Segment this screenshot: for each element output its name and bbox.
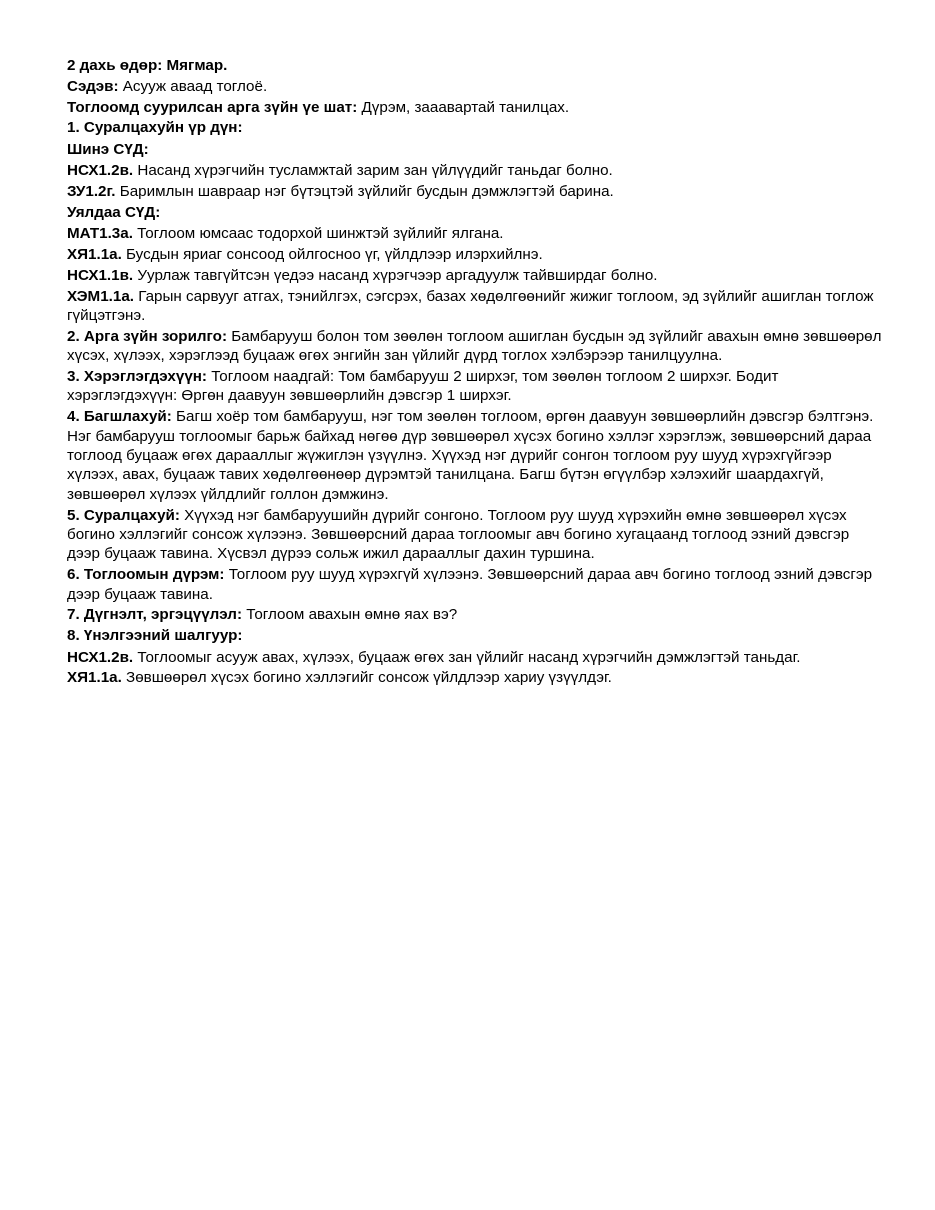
section-text: Бамбарууш болон том зөөлөн тоглоом ашиглан бусдын эд зүйлийг авахын өмнө зөвшөөрөл хүсэх, хүлээх, хэрэглээд буцааж өгөх энгийн зан үйлийг дүрд тоглох хэлбэрээр танилцуулна.	[67, 327, 882, 365]
section-label: 3. Хэрэглэгдэхүүн:	[67, 368, 207, 385]
section-label: 5. Суралцахуй:	[67, 506, 180, 524]
section-assessment-heading: 8. Үнэлгээний шалгуур:	[67, 627, 243, 645]
outcome-text: Тоглоомыг асууж авах, хүлээх, буцааж өгөх зан үйлийг насанд хүрэгчийн дэмжлэгтэй таньдаг.	[133, 648, 801, 666]
outcome-code: ЗУ1.2г.	[67, 183, 116, 200]
subheading-new-outcomes: Шинэ СҮД:	[67, 140, 149, 158]
method-stage-text: Дүрэм, зааавартай танилцах.	[357, 98, 570, 116]
subheading-linked-outcomes: Уялдаа СҮД:	[67, 203, 161, 221]
section-game-rules	[67, 565, 882, 604]
section-label: 2. Арга зүйн зорилго:	[67, 327, 228, 345]
outcome-code: МАТ1.3а.	[67, 225, 133, 243]
outcome-text: Насанд хүрэгчийн тусламжтай зарим зан үйлүүдийг таньдаг болно.	[133, 162, 613, 180]
section-learning	[67, 506, 882, 564]
section-text: Тоглоом руу шууд хүрэхгүй хүлээнэ. Зөвшөөрсний дараа авч богино тоглоод эзний дэвсгэр дээр буцааж тавина.	[67, 566, 873, 603]
outcome-item	[67, 224, 882, 243]
section-text: Хүүхэд нэг бамбаруушийн дүрийг сонгоно. Тоглоом руу шууд хүрэхийн өмнө зөвшөөрөл хүсэх богино хэллэгийг сонсож хүлээнэ. Зөвшөөрсний дараа тоглоомыг авч богино хугацаанд тоглоод эзний дэвсгэр дээр буцааж тавина. Хүсвэл дүрээ сольж ижил дарааллыг дахин туршина.	[67, 506, 850, 563]
section-teaching	[67, 407, 882, 504]
outcome-text: Тоглоом юмсаас тодорхой шинжтэй зүйлийг ялгана.	[132, 225, 504, 243]
section-method-goal	[67, 327, 882, 366]
topic-label: Сэдэв:	[67, 77, 119, 95]
outcome-item	[67, 245, 882, 264]
outcome-item	[67, 266, 882, 285]
topic-text: Асууж аваад тоглоё.	[118, 77, 268, 95]
outcome-item	[67, 161, 882, 180]
outcome-code: ХЯ1.1а.	[67, 669, 122, 687]
outcome-text: Гарын сарвууг атгах, тэнийлгэх, сэгсрэх, базах хөдөлгөөнийг жижиг тоглоом, эд зүйлийг ашиглан тоглож гүйцэтгэнэ.	[67, 287, 874, 324]
section-reflection	[67, 605, 882, 624]
outcome-code: НСХ1.2в.	[67, 162, 134, 180]
section-text: Тоглоом наадгай: Том бамбарууш 2 ширхэг, том зөөлөн тоглоом 2 ширхэг. Бодит хэрэглэгдэхүүн: Өргөн даавуун зөвшөөрлийн дэвсгэр 1 ширхэг.	[67, 368, 779, 405]
section-materials	[67, 367, 882, 406]
section-label: 7. Дүгнэлт, эргэцүүлэл:	[67, 606, 243, 624]
assessment-item	[67, 648, 882, 667]
method-stage-line	[67, 98, 882, 117]
day-heading	[67, 56, 882, 75]
section-label: 4. Багшлахуй:	[67, 408, 172, 426]
outcome-text: Бусдын яриаг сонсоод ойлгосноо үг, үйлдлээр илэрхийлнэ.	[121, 246, 543, 263]
assessment-item	[67, 668, 882, 687]
section-label: 6. Тоглоомын дүрэм:	[67, 566, 225, 584]
outcome-text: Баримлын шавраар нэг бүтэцтэй зүйлийг бусдын дэмжлэгтэй барина.	[115, 183, 614, 200]
outcome-text: Уурлаж тавгүйтсэн үедээ насанд хүрэгчээр аргадуулж тайвширдаг болно.	[133, 266, 658, 284]
method-stage-label: Тоглоомд суурилсан арга зүйн үе шат:	[67, 98, 358, 116]
document-page	[67, 56, 882, 689]
outcome-code: НСХ1.1в.	[67, 266, 134, 284]
section-text: Багш хоёр том бамбарууш, нэг том зөөлөн тоглоом, өргөн даавуун зөвшөөрлийн дэвсгэр бэлтгэнэ. Нэг бамбарууш тоглоомыг барьж байхад нөгөө дүр зөвшөөрөл хүсэх богино хэллэг хэрэглэж, зөвшөөрсний дараа тоглоод буцааж өгөх дарааллыг жүжиглэн үзүүлнэ. Хүүхэд нэг дүрийг сонгон тоглоом руу шууд хүрэхгүйгээр хүлээх, авах, буцааж тавих хөдөлгөөнөөр дүрэмтэй танилцана. Багш бүтэн өгүүлбэр хэлэхийг шаардахгүй, зөвшөөрөл хүлээх үйлдлийг голлон дэмжинэ.	[67, 408, 874, 503]
outcome-code: ХЯ1.1а.	[67, 246, 122, 263]
outcome-text: Зөвшөөрөл хүсэх богино хэллэгийг сонсож үйлдлээр хариу үзүүлдэг.	[121, 669, 612, 687]
section-heading-outcomes: 1. Суралцахуйн үр дүн:	[67, 119, 243, 137]
outcome-item	[67, 182, 882, 201]
topic-line	[67, 77, 882, 96]
day-heading-label: 2 дахь өдөр: Мягмар.	[67, 57, 228, 74]
outcome-code: ХЭМ1.1а.	[67, 287, 134, 305]
outcome-code: НСХ1.2в.	[67, 648, 134, 666]
outcome-item	[67, 287, 882, 326]
section-text: Тоглоом авахын өмнө яах вэ?	[242, 606, 458, 624]
